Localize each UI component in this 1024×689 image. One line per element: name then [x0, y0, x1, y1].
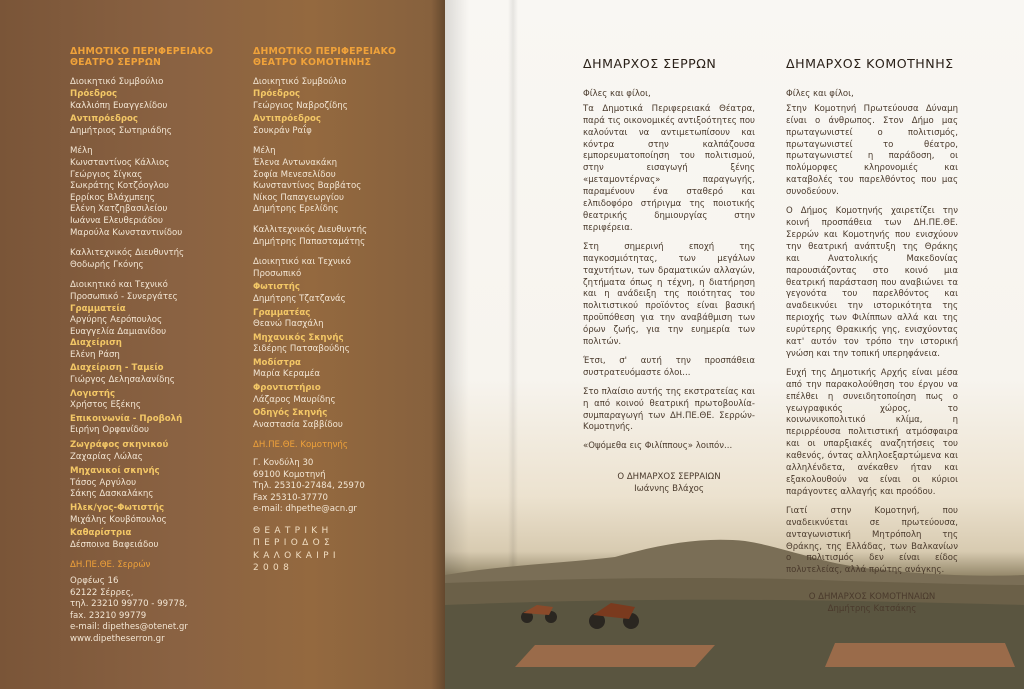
serres-accountant: Χρήστος Εξέκης: [70, 400, 141, 411]
serres-accountant-title: Λογιστής: [70, 388, 116, 399]
serres-member: Μαρούλα Κωνσταντινίδου: [70, 227, 183, 238]
komotini-contact-line: 69100 Κομοτηνή: [253, 469, 326, 480]
serres-member: Ελένη Χατζηβασιλείου: [70, 204, 168, 215]
serres-board: Διοικητικό Συμβούλιο: [70, 77, 164, 88]
komotini-machinist-title: Μηχανικός Σκηνής: [253, 332, 344, 343]
serres-treasury-title: Διαχείριση - Ταμείο: [70, 363, 164, 374]
serres-treasury: Γιώργος Δελησαλανίδης: [70, 375, 175, 386]
serres-contact-line: τηλ. 23210 99770 - 99778,: [70, 599, 188, 610]
komotini-president: Γεώργιος Ναβροζίδης: [253, 100, 348, 111]
serres-email: e-mail: dipethes@otenet.gr: [70, 622, 188, 633]
season-line: ΘΕΑΤΡΙΚΗ: [253, 526, 333, 536]
serres-painter: Ζαχαρίας Λώλας: [70, 451, 143, 462]
serres-mayor-title: ΔΗΜΑΡΧΟΣ ΣΕΡΡΩΝ: [583, 56, 717, 71]
komotini-secretary: Θεανώ Πασχάλη: [253, 319, 324, 330]
komotini-contact-line: Τηλ. 25310-27484, 25970: [253, 481, 365, 492]
komotini-member: Νίκος Παπαγεωργίου: [253, 192, 345, 203]
serres-secretariat-title: Γραμματεία: [70, 303, 126, 314]
komotini-vice-title: Αντιπρόεδρος: [253, 114, 322, 125]
komotini-greeting: Φίλες και φίλοι,: [786, 88, 854, 99]
serres-contact-line: 62122 Σέρρες,: [70, 587, 134, 598]
komotini-members-title: Μέλη: [253, 146, 276, 157]
serres-paragraph: Τα Δημοτικά Περιφερειακά Θέατρα, παρά τις οικονομικές αντιξοότητες που καλούνται να αντιμετωπίσουν και κόντρα στην καλπάζουσα εμπορευματοποίηση του πολιτισμού, στην εισαγωγή ξένης «μεταμοντέρνας» παραγωγής, παραμένουν ένα σταθερό και ελπιδοφόρο στήριγμα της ποιοτικής θεατρικής δημιουργίας στην περιφέρεια.: [583, 103, 755, 233]
komotini-president-title: Πρόεδρος: [253, 89, 301, 99]
serres-electric: Μιχάλης Κουβόπουλος: [70, 514, 167, 525]
komotini-member: Σοφία Μενεσελίδου: [253, 169, 336, 180]
serres-paragraph: Στη σημερινή εποχή της παγκοσμιότητας, των μεγάλων ταχυτήτων, των δραματικών αλλαγών, ζητήματα όπως η τέχνη, η διατήρηση και η ανάδειξη της ποιότητας του πολιτιστικού προϊόντος είναι βασική προϋπόθεση για την αναβάθμιση των όρων ζωής, για την ευημερία των πολιτών.: [583, 241, 755, 348]
serres-paragraph: Στο πλαίσιο αυτής της εκστρατείας και η από κοινού θεατρική πρωτοβουλία-συμπαραγωγή των ΔΗ.ΠΕ.ΘΕ. Σερρών-Κομοτηνής.: [583, 386, 755, 433]
serres-mayor-message: [583, 58, 755, 496]
serres-member: Ερρίκος Βλάχμπεης: [70, 192, 155, 203]
serres-president: Καλλιόπη Ευαγγελίδου: [70, 100, 168, 111]
serres-member: Γεώργιος Σίγκας: [70, 169, 143, 180]
komotini-board: Διοικητικό Συμβούλιο: [253, 77, 347, 88]
komotini-heading-line1: ΔΗΜΟΤΙΚΟ ΠΕΡΙΦΕΡΕΙΑΚΟ: [253, 46, 397, 57]
serres-artistic: Θοδωρής Γκόνης: [70, 259, 144, 270]
komotini-props: Λάζαρος Μαυρίδης: [253, 394, 336, 405]
komotini-email: e-mail: dhpethe@acn.gr: [253, 504, 357, 515]
serres-cleaning: Δέσποινα Βαφειάδου: [70, 539, 159, 550]
komotini-secretary-title: Γραμματέας: [253, 307, 311, 318]
serres-member: Ιωάννα Ελευθεριάδου: [70, 215, 163, 226]
serres-president-title: Πρόεδρος: [70, 89, 118, 99]
serres-management-title: Διαχείριση: [70, 338, 122, 349]
komotini-mayor-name: Δημήτρης Κατσάκης: [827, 604, 917, 615]
serres-cleaning-title: Καθαρίστρια: [70, 528, 132, 539]
serres-pr: Ειρήνη Ορφανίδου: [70, 425, 149, 436]
wooden-stage-right: [825, 643, 1015, 667]
season-year: 2008: [253, 563, 294, 574]
komotini-artistic-title: Καλλιτεχνικός Διευθυντής: [253, 224, 368, 235]
serres-mayor-name: Ιωάννης Βλάχος: [634, 484, 704, 495]
serres-contact-title: ΔΗ.ΠΕ.ΘΕ. Σερρών: [70, 560, 151, 571]
serres-electric-title: Ηλεκ/γος-Φωτιστής: [70, 503, 165, 513]
komotini-seamstress: Μαρία Κεραμέα: [253, 369, 321, 380]
komotini-staff-title-2: Προσωπικό: [253, 268, 302, 279]
komotini-mayor-title: ΔΗΜΑΡΧΟΣ ΚΟΜΟΤΗΝΗΣ: [786, 56, 954, 71]
serres-website: www.dipetheserron.gr: [70, 633, 165, 644]
komotini-seamstress-title: Μοδίστρα: [253, 357, 301, 368]
wooden-stage-left: [515, 645, 715, 667]
serres-pr-title: Επικοινωνία - Προβολή: [70, 413, 183, 424]
serres-staff-title-2: Προσωπικό - Συνεργάτες: [70, 291, 178, 302]
komotini-paragraph: Ο Δήμος Κομοτηνής χαιρετίζει την κοινή προσπάθεια των ΔΗ.ΠΕ.ΘΕ. Σερρών και Κομοτηνής που ενισχύουν την θεατρική ανάπτυξη της Θράκης και Ανατολικής Μακεδονίας παρουσιάζοντας στο κοινό μια θεατρική παράσταση που αναβιώνει τα γεγονότα του παρελθόντος και αναδεικνύει την ιστορικότητα της περιοχής των Φιλίππων αλλά και της ευρύτερης Θρακικής γης, ενισχύοντας κατ' αυτόν τον τρόπο την ιστορική γνώση και την τοπική υπερηφάνεια.: [786, 206, 958, 359]
serres-member: Σωκράτης Κοτζόογλου: [70, 181, 169, 192]
serres-management: Ελένη Ράση: [70, 349, 120, 360]
komotini-credits-column: [253, 46, 423, 575]
serres-heading-line2: ΘΕΑΤΡΟ ΣΕΡΡΩΝ: [70, 57, 162, 69]
serres-greeting: Φίλες και φίλοι,: [583, 88, 651, 99]
serres-contact-line: fax. 23210 99779: [70, 610, 147, 621]
serres-signoff: Ο ΔΗΜΑΡΧΟΣ ΣΕΡΡΑΙΩΝ: [617, 472, 721, 483]
komotini-signoff: Ο ΔΗΜΑΡΧΟΣ ΚΟΜΟΤΗΝΑΙΩΝ: [808, 592, 936, 603]
komotini-staff-title-1: Διοικητικό και Τεχνικό: [253, 257, 351, 268]
komotini-lighting: Δημήτρης Τζατζανάς: [253, 293, 346, 304]
komotini-contact-line: Γ. Κονδύλη 30: [253, 458, 314, 469]
komotini-props-title: Φροντιστήριο: [253, 383, 321, 394]
komotini-mayor-message: [786, 58, 958, 616]
serres-member: Κωνσταντίνος Κάλλιος: [70, 157, 170, 168]
serres-machinists-title: Μηχανικοί σκηνής: [70, 466, 160, 477]
serres-credits-column: [70, 46, 240, 646]
komotini-driver: Αναστασία Σαββίδου: [253, 419, 343, 430]
komotini-member: Κωνσταντίνος Βαρβάτος: [253, 181, 362, 192]
serres-artistic-title: Καλλιτεχνικός Διευθυντής: [70, 248, 185, 259]
komotini-vice: Σουκράν Ραΐφ: [253, 125, 312, 136]
komotini-paragraph: Γιατί στην Κομοτηνή, που αναδεικνύεται σε πρωτεύουσα, ανταγωνιστική Μητρόπολη της Θράκης, της Ελλάδας, των Βαλκανίων ο πολιτισμός δεν είναι είδος πολυτελείας, αλλά πρώτης ανάγκης.: [786, 505, 958, 576]
serres-painter-title: Ζωγράφος σκηνικού: [70, 440, 169, 451]
komotini-member: Έλενα Αντωνακάκη: [253, 157, 338, 168]
komotini-contact-line: Fax 25310-37770: [253, 492, 329, 503]
season-line: ΠΕΡΙΟΔΟΣ: [253, 538, 334, 549]
komotini-heading-line2: ΘΕΑΤΡΟ ΚΟΜΟΤΗΝΗΣ: [253, 57, 372, 69]
serres-machinist: Σάκης Δασκαλάκης: [70, 489, 154, 500]
serres-members-title: Μέλη: [70, 146, 93, 157]
serres-heading-line1: ΔΗΜΟΤΙΚΟ ΠΕΡΙΦΕΡΕΙΑΚΟ: [70, 46, 214, 57]
komotini-driver-title: Οδηγός Σκηνής: [253, 408, 328, 419]
left-page-credits: [0, 0, 445, 689]
serres-paragraph: Έτσι, σ' αυτή την προσπάθεια συστρατευόμαστε όλοι...: [583, 355, 755, 378]
serres-paragraph: «Οψόμεθα εις Φιλίππους» λοιπόν...: [583, 441, 733, 452]
komotini-machinist: Σιδέρης Πατσαβούδης: [253, 344, 350, 355]
serres-vice: Δημήτριος Σωτηριάδης: [70, 125, 172, 136]
komotini-artistic: Δημήτρης Παπασταμάτης: [253, 236, 366, 247]
season-line: ΚΑΛΟΚΑΙΡΙ: [253, 550, 340, 561]
komotini-contact-title: ΔΗ.ΠΕ.ΘΕ. Κομοτηνής: [253, 440, 348, 451]
serres-contact-line: Ορφέως 16: [70, 575, 119, 586]
serres-secretariat: Αργύρης Αερόπουλος: [70, 315, 163, 326]
serres-machinist: Τάσος Αργύλου: [70, 477, 137, 488]
serres-vice-title: Αντιπρόεδρος: [70, 114, 139, 125]
komotini-paragraph: Ευχή της Δημοτικής Αρχής είναι μέσα από την παρακολούθηση του έργου να επέλθει η συνειδητοποίηση πως ο γεωγραφικός χώρος, το κοινωνικοπολιτικό κλίμα, η περιρρέουσα πολιτιστική ατμόσφαιρα και οι υπαρξιακές αναζητήσεις του καθενός, όντας αλληλοεξαρτώμενα και αλληλένδετα, ανέκαθεν ήταν και εξακολουθούν να είναι οι κύριοι παράγοντες αλλαγής και προόδου.: [786, 367, 958, 497]
komotini-member: Δημήτρης Ερελίδης: [253, 204, 339, 215]
serres-staff-title-1: Διοικητικό και Τεχνικό: [70, 280, 168, 291]
komotini-lighting-title: Φωτιστής: [253, 282, 300, 293]
serres-secretariat: Ευαγγελία Δαμιανίδου: [70, 326, 167, 337]
komotini-paragraph: Στην Κομοτηνή Πρωτεύουσα Δύναμη είναι ο άνθρωπος. Στον Δήμο μας πρωταγωνιστεί ο πολιτισμός, πρωταγωνιστεί το θέατρο, πρωταγωνιστεί η παράδοση, οι πολύμορφες κληρονομιές και καταβολές του παρελθόντος που μας συνοδεύουν.: [786, 103, 958, 198]
